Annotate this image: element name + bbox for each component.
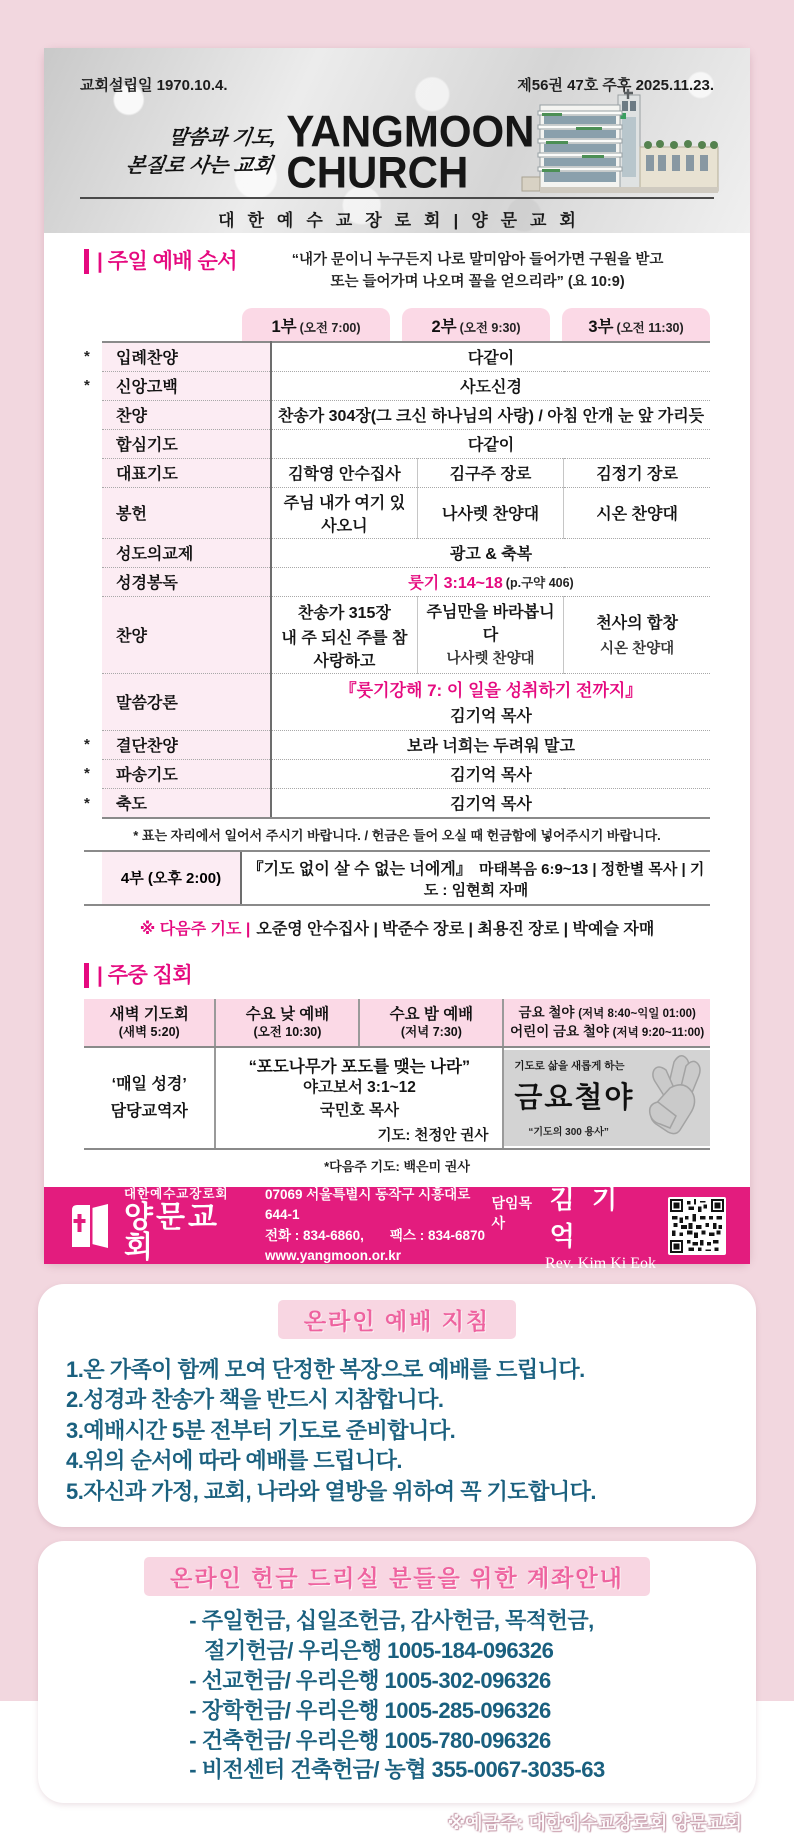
worship-cell: 김기억 목사 [271,759,710,788]
worship-row-label: 봉헌 [102,487,271,538]
stand-marker: * [84,348,90,366]
worship-row-label: 축도 [102,788,271,818]
service-part-tab: 1부 (오전 7:00) [242,308,390,341]
next-week-prayer-line: ※ 다음주 기도 | 오준영 안수집사 | 박준수 장로 | 최용진 장로 | 박예슬 자매 [139,920,655,938]
wednesday-service-cell: “포도나무가 포도를 맺는 나라” 야고보서 3:1~12 국민호 목사 기도: 천정안 권사 [215,1047,503,1149]
account-line: - 주일헌금, 십일조헌금, 감사헌금, 목적헌금, [189,1607,594,1633]
issue-number: 제56권 47호 주후 2025.11.23. [517,77,714,94]
guide-item: 5.자신과 가정, 교회, 나라와 열방을 위하여 꼭 기도합니다. [66,1478,597,1504]
stand-marker: * [84,794,90,812]
worship-row-label: 파송기도 [102,759,271,788]
guide-item: 2.성경과 찬송가 책을 반드시 지참합니다. [66,1387,444,1413]
dawn-prayer-header: 새벽 기도회 (새벽 5:20) [84,999,215,1047]
stand-marker [84,567,102,596]
stand-marker: * [84,736,90,754]
weekday-meetings-title: | 주중 집회 [84,963,192,988]
masthead [44,48,750,233]
worship-cell: 보라 너희는 두려워 말고 [271,730,710,759]
church-slogan: 말씀과 기도, 본질로 사는 교회 [124,127,278,178]
worship-row-label: 찬양 [102,400,271,429]
wed-day-header: 수요 낮 예배 (오전 10:30) [215,999,359,1047]
worship-cell: 나사렛 찬양대 [417,487,563,538]
footer-website: www.yangmoon.or.kr [264,1247,401,1263]
founded-date: 교회설립일 1970.10.4. [80,77,228,94]
daily-bible-cell: ‘매일 성경’ 담당교역자 [84,1047,215,1149]
stand-marker [84,487,102,538]
service-part-tab: 3부 (오전 11:30) [562,308,710,341]
footer-church-name: 대한예수교장로회 양문교회 [124,1186,229,1265]
stand-marker [84,673,102,730]
footer-address-block [265,1185,492,1266]
wed-night-header: 수요 밤 예배 (저녁 7:30) [359,999,503,1047]
account-line: - 장학헌금/ 우리은행 1005-285-096326 [189,1697,551,1723]
worship-cell: 룻기 3:14~18 (p.구약 406) [271,567,710,596]
friday-vigil-cell [503,1047,710,1149]
worship-cell: 주님만을 바라봅니다 나사렛 찬양대 [417,596,563,673]
stand-marker: * [84,377,90,395]
praying-hands-icon [630,1052,716,1144]
church-footer [44,1183,750,1272]
scripture-quote: “내가 문이니 누구든지 나로 말미암아 들어가면 구원을 받고 또는 들어가며 나오며 꼴을 얻으리라” (요 10:9) [291,252,664,291]
offering-accounts-card [38,1541,756,1803]
worship-row-label: 결단찬양 [102,730,271,759]
guide-title: 온라인 예배 지침 [278,1300,516,1339]
worship-cell: 광고 & 축복 [271,538,710,567]
worship-order-table [84,341,710,819]
accounts-list [189,1606,604,1785]
friday-vigil-header: 금요 철야 (저녁 8:40~익일 01:00) 어린이 금요 철야 (저녁 9:20~11:00) [503,999,710,1047]
account-line: - 건축헌금/ 우리은행 1005-780-096326 [189,1727,551,1753]
weekday-next-week-prayer: *다음주 기도: 백은미 권사 [324,1159,470,1175]
worship-cell: 시온 찬양대 [564,487,710,538]
worship-cell: 다같이 [271,342,710,372]
masthead-logo-row [80,105,714,199]
part4-content: 『기도 없이 살 수 없는 너에게』 마태복음 6:9~13 | 정한별 목사 | 기도 : 임현희 자매 [247,860,705,899]
footer-pastor-block: 담임목사 김 기 억 Rev. Kim Ki Eok [491,1183,656,1272]
guide-list [66,1355,728,1507]
qr-code [668,1197,726,1255]
worship-cell: 천사의 합창 시온 찬양대 [564,596,710,673]
bulletin-content [44,233,750,1187]
worship-row-label: 말씀강론 [102,673,271,730]
service-part-tab: 2부 (오전 9:30) [402,308,550,341]
bulletin-card [44,48,750,1272]
worship-row-label: 신앙고백 [102,371,271,400]
worship-table-body [84,342,710,818]
worship-row-label: 대표기도 [102,458,271,487]
worship-cell: 다같이 [271,429,710,458]
account-line: - 선교헌금/ 우리은행 1005-302-096326 [189,1667,551,1693]
stand-marker: * [84,765,90,783]
denomination-strip: 대한예수교장로회|양문교회 [218,211,589,230]
account-line: - 비전센터 건축헌금/ 농협 355-0067-3035-63 [189,1757,605,1783]
stand-marker [84,538,102,567]
footer-address: 07069 서울특별시 동작구 시흥대로 644-1 [264,1187,471,1223]
worship-row-label: 입례찬양 [102,342,271,372]
account-holder-note: ※예금주: 대한예수교장로회 양문교회 [447,1813,742,1834]
stand-marker [84,596,102,673]
worship-cell: 김기억 목사 [271,788,710,818]
worship-row-label: 성경봉독 [102,567,271,596]
worship-cell: 김구주 장로 [417,458,563,487]
online-worship-guide-card [38,1284,756,1527]
part4-label: 4부 (오후 2:00) [102,852,242,904]
worship-row-label: 성도의교제 [102,538,271,567]
church-building-image [518,91,728,199]
worship-cell: 찬송가 304장(그 크신 하나님의 사랑) / 아침 안개 눈 앞 가리듯 [271,400,710,429]
account-line: 절기헌금/ 우리은행 1005-184-096326 [204,1637,554,1663]
footer-phone: 전화 : 834-6860, [264,1227,364,1243]
friday-vigil-banner: 기도로 삶을 새롭게 하는 금요철야 “기도의 300 용사” [504,1050,710,1146]
worship-cell: 주님 내가 여기 있사오니 [271,487,417,538]
guide-item: 1.온 가족이 함께 모여 단정한 복장으로 예배를 드립니다. [66,1357,585,1383]
worship-cell: 사도신경 [271,371,710,400]
weekday-meetings-table [84,999,710,1150]
worship-row-label: 합심기도 [102,429,271,458]
church-logo-icon [68,1202,114,1250]
worship-row-label: 찬양 [102,596,271,673]
worship-cell: 『룻기강해 7: 이 일을 성취하기 전까지』 김기억 목사 [271,673,710,730]
worship-cell: 찬송가 315장 내 주 되신 주를 참 사랑하고 [271,596,417,673]
footer-fax: 팩스 : 834-6870 [389,1227,485,1243]
accounts-title: 온라인 헌금 드리실 분들을 위한 계좌안내 [144,1557,650,1596]
stand-marker [84,429,102,458]
sunday-worship-title: | 주일 예배 순서 [84,249,237,274]
stand-marker [84,400,102,429]
worship-tabs [242,308,710,341]
church-wordmark: YANGMOON CHURCH [286,106,535,197]
guide-item: 4.위의 순서에 따라 예배를 드립니다. [66,1448,402,1474]
standing-footnote: * 표는 자리에서 일어서 주시기 바랍니다. / 헌금은 들어 오실 때 헌금함에 넣어주시기 바랍니다. [84,819,710,852]
worship-cell: 김학영 안수집사 [271,458,417,487]
part4-row [84,852,710,906]
guide-item: 3.예배시간 5분 전부터 기도로 준비합니다. [66,1417,456,1443]
stand-marker [84,458,102,487]
worship-cell: 김정기 장로 [564,458,710,487]
